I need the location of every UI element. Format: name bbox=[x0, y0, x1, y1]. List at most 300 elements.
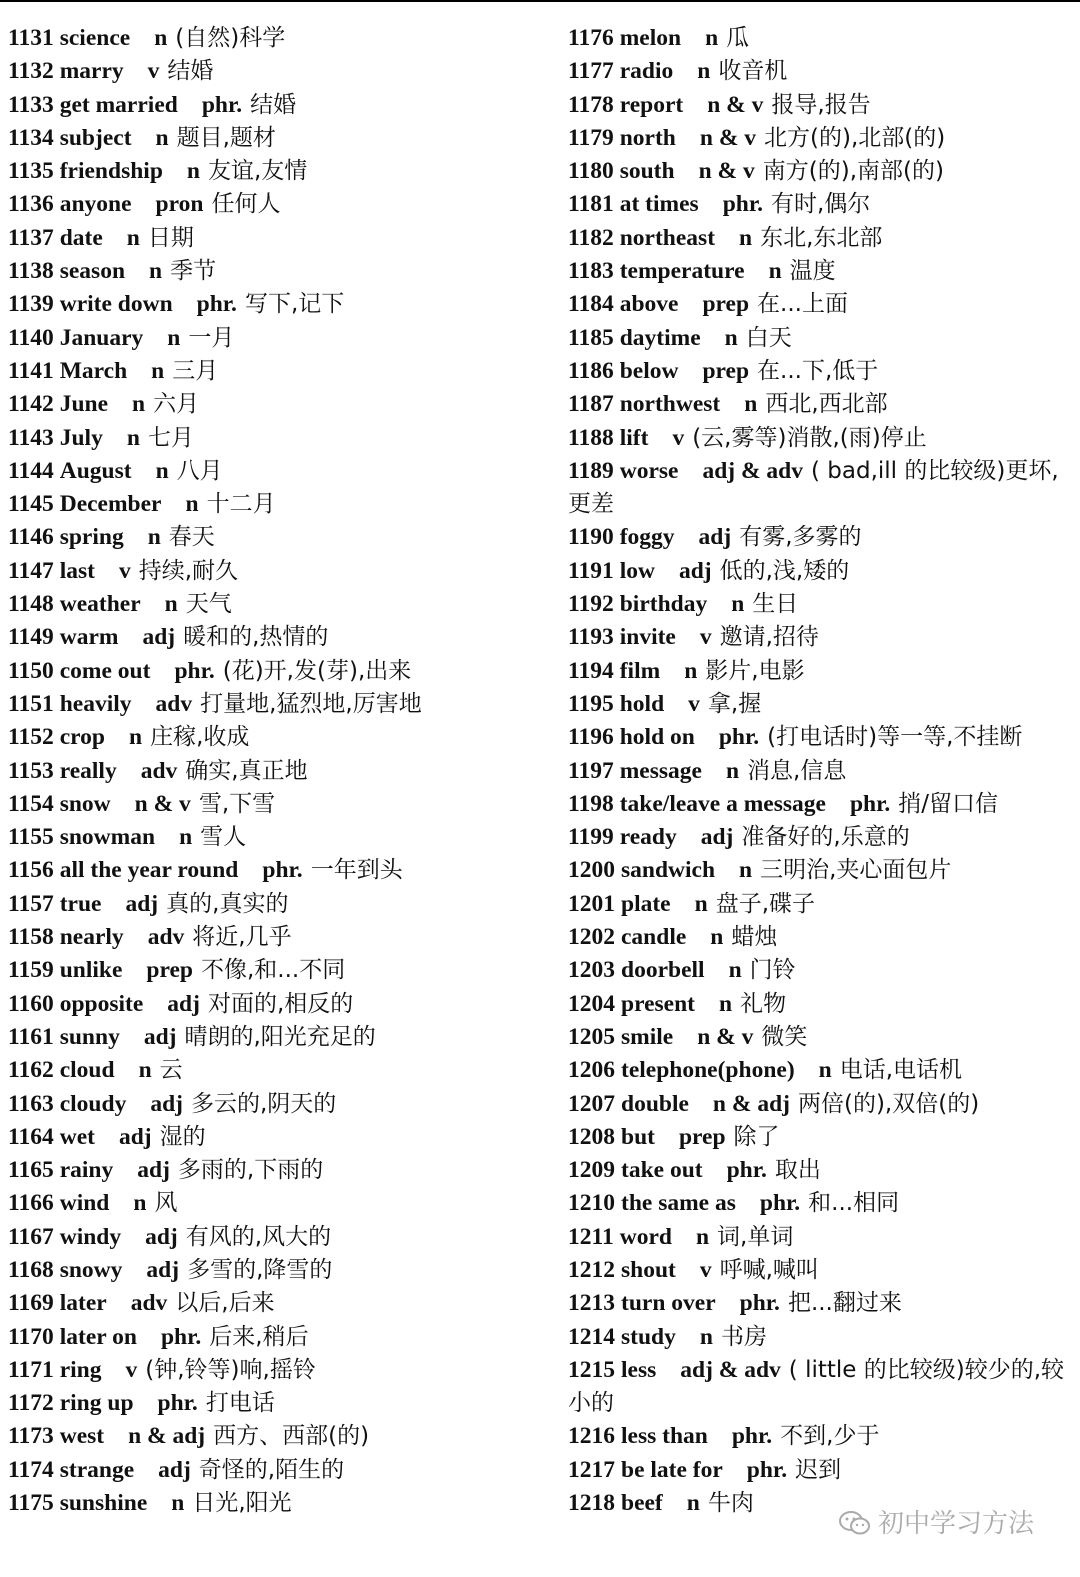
entry-meaning: 收音机 bbox=[718, 58, 788, 85]
entry-part-of-speech: n bbox=[710, 924, 724, 951]
vocab-entry bbox=[568, 988, 1078, 1021]
vocab-entry bbox=[568, 1054, 1078, 1087]
entry-meaning: 牛肉 bbox=[707, 1490, 754, 1517]
entry-number: 1138 bbox=[8, 258, 54, 285]
vocab-entry bbox=[568, 854, 1078, 887]
vocab-entry bbox=[568, 188, 1078, 221]
entry-meaning: 除了 bbox=[733, 1123, 780, 1150]
entry-number: 1166 bbox=[8, 1190, 54, 1217]
entry-word: last bbox=[59, 557, 95, 584]
entry-part-of-speech: adj bbox=[700, 824, 734, 851]
entry-number: 1202 bbox=[568, 924, 615, 951]
entry-meaning: 在...下,低于 bbox=[757, 357, 879, 384]
entry-part-of-speech: adj bbox=[137, 1157, 170, 1184]
entry-part-of-speech: phr. bbox=[157, 1390, 198, 1417]
vocab-entry bbox=[8, 1387, 553, 1420]
entry-part-of-speech: n bbox=[695, 1223, 710, 1250]
entry-word: above bbox=[619, 291, 679, 318]
vocab-entry bbox=[568, 1321, 1078, 1354]
entry-word: crop bbox=[59, 724, 105, 751]
entry-part-of-speech: n bbox=[705, 25, 719, 51]
entry-word: warm bbox=[59, 624, 119, 651]
vocab-entry bbox=[568, 921, 1078, 954]
entry-part-of-speech: phr. bbox=[718, 724, 760, 751]
entry-word: melon bbox=[619, 25, 682, 51]
entry-number: 1167 bbox=[8, 1223, 54, 1250]
entry-word: film bbox=[619, 657, 661, 684]
entry-word: temperature bbox=[619, 258, 745, 285]
entry-meaning: 白天 bbox=[745, 324, 792, 351]
entry-word: foggy bbox=[619, 524, 675, 551]
entry-number: 1142 bbox=[8, 391, 54, 418]
entry-part-of-speech: adj bbox=[158, 1456, 191, 1483]
entry-number: 1148 bbox=[8, 591, 54, 618]
entry-word: report bbox=[619, 91, 684, 118]
entry-word: season bbox=[59, 258, 126, 285]
entry-meaning: 三月 bbox=[172, 357, 219, 384]
entry-number: 1198 bbox=[568, 790, 614, 817]
entry-part-of-speech: prep bbox=[678, 1123, 726, 1150]
vocab-entry bbox=[568, 89, 1078, 122]
entry-part-of-speech: n bbox=[186, 158, 200, 185]
vocab-entry bbox=[8, 555, 553, 588]
vocab-entry bbox=[8, 721, 553, 754]
entry-meaning: 和...相同 bbox=[808, 1190, 900, 1217]
entry-meaning: 多云的,阴天的 bbox=[190, 1090, 337, 1117]
entry-word: telephone(phone) bbox=[621, 1057, 795, 1084]
entry-word: smile bbox=[621, 1023, 674, 1050]
entry-number: 1134 bbox=[8, 124, 54, 151]
vocab-entry bbox=[568, 1121, 1078, 1154]
entry-word: January bbox=[59, 324, 144, 351]
wechat-icon bbox=[838, 1510, 872, 1534]
entry-part-of-speech: n bbox=[724, 324, 738, 351]
entry-number: 1173 bbox=[8, 1423, 54, 1450]
vocab-entry bbox=[8, 355, 553, 388]
entry-part-of-speech: adj bbox=[678, 557, 712, 584]
entry-meaning: 任何人 bbox=[211, 191, 281, 218]
entry-meaning: 打量地,猛烈地,厉害地 bbox=[200, 690, 422, 717]
entry-meaning: 春天 bbox=[168, 524, 215, 551]
entry-number: 1133 bbox=[8, 91, 54, 118]
entry-part-of-speech: n & v bbox=[699, 124, 757, 151]
entry-meaning: 书房 bbox=[720, 1323, 767, 1350]
entry-number: 1149 bbox=[8, 624, 54, 651]
vocab-entry bbox=[568, 588, 1078, 621]
vocab-entry bbox=[8, 155, 553, 188]
entry-meaning: 风 bbox=[154, 1190, 178, 1217]
entry-meaning: 雪,下雪 bbox=[198, 790, 276, 817]
entry-meaning: 准备好的,乐意的 bbox=[741, 824, 910, 851]
entry-number: 1203 bbox=[568, 957, 615, 984]
vocab-entry bbox=[568, 355, 1078, 388]
vocab-entry bbox=[8, 1187, 553, 1220]
entry-word: west bbox=[59, 1423, 105, 1450]
vocab-entry bbox=[8, 1021, 553, 1054]
vocab-entry bbox=[8, 55, 553, 88]
vocab-entry bbox=[8, 388, 553, 421]
entry-number: 1180 bbox=[568, 158, 614, 185]
entry-number: 1214 bbox=[568, 1323, 615, 1350]
entry-part-of-speech: prep bbox=[702, 357, 750, 384]
entry-meaning: 温度 bbox=[789, 258, 836, 285]
vocab-entry bbox=[8, 422, 553, 455]
entry-word: rainy bbox=[59, 1157, 114, 1184]
entry-word: lift bbox=[619, 424, 649, 451]
vocab-entry bbox=[8, 122, 553, 155]
entry-part-of-speech: adv bbox=[140, 757, 178, 784]
entry-part-of-speech: adj & adv bbox=[680, 1356, 781, 1383]
entry-part-of-speech: adj & adv bbox=[702, 457, 803, 484]
entry-part-of-speech: phr. bbox=[262, 857, 303, 884]
entry-number: 1164 bbox=[8, 1123, 54, 1150]
entry-part-of-speech: n bbox=[147, 524, 161, 551]
vocab-entry bbox=[8, 621, 553, 654]
entry-part-of-speech: n bbox=[768, 258, 782, 285]
entry-part-of-speech: pron bbox=[155, 191, 204, 218]
entry-part-of-speech: n bbox=[185, 491, 199, 518]
entry-number: 1209 bbox=[568, 1157, 615, 1184]
vocab-entry bbox=[568, 322, 1078, 355]
entry-word: invite bbox=[619, 624, 676, 651]
entry-meaning: 两倍(的),双倍(的) bbox=[797, 1090, 980, 1117]
vocab-entry bbox=[568, 155, 1078, 188]
entry-number: 1200 bbox=[568, 857, 615, 884]
vocab-entry bbox=[568, 655, 1078, 688]
entry-meaning: 云 bbox=[159, 1057, 183, 1084]
entry-meaning: 北方(的),北部(的) bbox=[764, 124, 946, 151]
vocab-entry bbox=[568, 222, 1078, 255]
entry-meaning: (钟,铃等)响,摇铃 bbox=[145, 1356, 316, 1383]
entry-number: 1153 bbox=[8, 757, 54, 784]
entry-number: 1165 bbox=[8, 1157, 54, 1184]
entry-part-of-speech: n bbox=[149, 258, 163, 285]
entry-word: candle bbox=[621, 924, 687, 951]
entry-number: 1152 bbox=[8, 724, 54, 751]
vocab-entry bbox=[8, 1487, 553, 1520]
entry-meaning: 八月 bbox=[176, 457, 223, 484]
entry-word: March bbox=[59, 357, 128, 384]
entry-meaning: 盘子,碟子 bbox=[715, 890, 815, 917]
entry-meaning: 不到,少于 bbox=[780, 1423, 880, 1450]
entry-part-of-speech: n bbox=[697, 58, 711, 85]
entry-number: 1137 bbox=[8, 224, 54, 251]
entry-meaning: 日期 bbox=[147, 224, 194, 251]
entry-word: northwest bbox=[619, 391, 721, 418]
entry-number: 1150 bbox=[8, 657, 54, 684]
entry-meaning: 西方、西部(的) bbox=[213, 1423, 370, 1450]
entry-meaning: 天气 bbox=[185, 591, 232, 618]
vocab-entry bbox=[568, 55, 1078, 88]
entry-number: 1155 bbox=[8, 824, 54, 851]
entry-word: friendship bbox=[59, 158, 163, 185]
entry-part-of-speech: n bbox=[725, 757, 740, 784]
entry-number: 1170 bbox=[8, 1323, 54, 1350]
entry-number: 1132 bbox=[8, 58, 54, 85]
entry-word: daytime bbox=[619, 324, 701, 351]
entry-part-of-speech: n bbox=[818, 1057, 832, 1084]
entry-number: 1140 bbox=[8, 324, 54, 351]
vocab-entry bbox=[8, 1154, 553, 1187]
vocab-entry bbox=[568, 1354, 1078, 1421]
entry-number: 1216 bbox=[568, 1423, 615, 1450]
entry-part-of-speech: phr. bbox=[196, 291, 237, 318]
vocab-column-right bbox=[568, 22, 1078, 1520]
entry-part-of-speech: phr. bbox=[739, 1290, 780, 1317]
entry-number: 1168 bbox=[8, 1256, 54, 1283]
entry-part-of-speech: n bbox=[138, 1057, 152, 1084]
entry-meaning: 将近,几乎 bbox=[192, 924, 292, 951]
entry-meaning: 把...翻过来 bbox=[787, 1290, 902, 1317]
entry-part-of-speech: phr. bbox=[160, 1323, 202, 1350]
entry-number: 1162 bbox=[8, 1057, 54, 1084]
vocab-entry bbox=[8, 888, 553, 921]
entry-word: less than bbox=[621, 1423, 708, 1450]
entry-number: 1169 bbox=[8, 1290, 54, 1317]
entry-word: study bbox=[621, 1323, 676, 1350]
entry-word: July bbox=[59, 424, 103, 451]
entry-number: 1161 bbox=[8, 1023, 54, 1050]
entry-part-of-speech: adj bbox=[167, 990, 200, 1017]
vocab-entry bbox=[8, 288, 553, 321]
entry-part-of-speech: phr. bbox=[726, 1157, 767, 1184]
entry-word: sunny bbox=[59, 1023, 120, 1050]
entry-number: 1154 bbox=[8, 790, 54, 817]
entry-word: write down bbox=[59, 291, 173, 318]
entry-part-of-speech: n bbox=[684, 657, 698, 684]
vocab-entry bbox=[568, 521, 1078, 554]
vocab-entry bbox=[568, 1088, 1078, 1121]
entry-word: message bbox=[619, 757, 702, 784]
vocab-entry bbox=[568, 422, 1078, 455]
entry-number: 1182 bbox=[568, 224, 614, 251]
vocab-entry bbox=[8, 1321, 553, 1354]
entry-word: all the year round bbox=[59, 857, 239, 884]
entry-meaning: 微笑 bbox=[761, 1023, 808, 1050]
entry-word: present bbox=[621, 990, 695, 1017]
entry-number: 1190 bbox=[568, 524, 614, 551]
entry-part-of-speech: v bbox=[699, 624, 712, 651]
entry-meaning: 持续,耐久 bbox=[138, 557, 239, 584]
entry-meaning: 暖和的,热情的 bbox=[183, 624, 329, 651]
entry-part-of-speech: n bbox=[155, 124, 169, 151]
entry-part-of-speech: adj bbox=[145, 1223, 178, 1250]
entry-number: 1146 bbox=[8, 524, 54, 551]
entry-part-of-speech: n bbox=[154, 25, 168, 51]
entry-number: 1204 bbox=[568, 990, 615, 1017]
entry-part-of-speech: adj bbox=[146, 1256, 180, 1283]
vocab-entry bbox=[8, 1287, 553, 1320]
vocab-entry bbox=[568, 288, 1078, 321]
entry-part-of-speech: n bbox=[126, 224, 140, 251]
vocab-entry bbox=[568, 1454, 1078, 1487]
entry-part-of-speech: n bbox=[718, 990, 733, 1017]
entry-meaning: 确实,真正地 bbox=[185, 757, 308, 784]
entry-meaning: 捎/留口信 bbox=[898, 790, 998, 817]
entry-part-of-speech: phr. bbox=[759, 1190, 801, 1217]
vocab-entry bbox=[8, 655, 553, 688]
entry-number: 1197 bbox=[568, 757, 614, 784]
entry-word: unlike bbox=[59, 957, 123, 984]
entry-word: less bbox=[621, 1356, 657, 1383]
entry-number: 1199 bbox=[568, 824, 614, 851]
entry-word: anyone bbox=[59, 191, 132, 218]
entry-meaning: 日光,阳光 bbox=[192, 1490, 292, 1517]
entry-word: opposite bbox=[59, 990, 144, 1017]
entry-meaning: 西北,西北部 bbox=[765, 391, 888, 418]
entry-word: cloud bbox=[59, 1057, 115, 1084]
entry-part-of-speech: n bbox=[128, 724, 143, 751]
entry-meaning: ( little 的比较级)较少的,较小的 bbox=[568, 1356, 1065, 1417]
entry-meaning: 拿,握 bbox=[707, 690, 762, 717]
entry-word: wind bbox=[59, 1190, 110, 1217]
entry-part-of-speech: adv bbox=[130, 1290, 168, 1317]
entry-meaning: 一年到头 bbox=[310, 857, 403, 884]
entry-word: snowman bbox=[59, 824, 156, 851]
entry-meaning: ( bad,ill 的比较级)更坏,更差 bbox=[568, 457, 1059, 518]
vocab-entry bbox=[568, 688, 1078, 721]
entry-number: 1186 bbox=[568, 357, 614, 384]
entry-part-of-speech: adj bbox=[698, 524, 732, 551]
entry-part-of-speech: phr. bbox=[722, 191, 763, 218]
entry-part-of-speech: n bbox=[132, 391, 146, 418]
entry-word: date bbox=[59, 224, 103, 251]
entry-number: 1177 bbox=[568, 58, 614, 85]
entry-part-of-speech: n & v bbox=[134, 790, 191, 817]
entry-meaning: 湿的 bbox=[159, 1123, 206, 1150]
vocab-entry bbox=[8, 1054, 553, 1087]
vocab-entry bbox=[8, 1088, 553, 1121]
entry-part-of-speech: v bbox=[118, 557, 131, 584]
vocab-entry bbox=[8, 188, 553, 221]
entry-number: 1171 bbox=[8, 1356, 54, 1383]
entry-meaning: (打电话时)等一等,不挂断 bbox=[767, 724, 1023, 751]
entry-part-of-speech: n bbox=[167, 324, 181, 351]
vocab-entry bbox=[568, 1221, 1078, 1254]
entry-number: 1207 bbox=[568, 1090, 615, 1117]
entry-number: 1183 bbox=[568, 258, 614, 285]
entry-number: 1131 bbox=[8, 25, 54, 51]
entry-part-of-speech: v bbox=[688, 690, 700, 717]
vocab-entry bbox=[568, 122, 1078, 155]
entry-meaning: 门铃 bbox=[749, 957, 796, 984]
entry-number: 1159 bbox=[8, 957, 54, 984]
entry-meaning: 晴朗的,阳光充足的 bbox=[184, 1023, 376, 1050]
entry-number: 1193 bbox=[568, 624, 614, 651]
entry-part-of-speech: adv bbox=[155, 690, 193, 717]
entry-word: beef bbox=[621, 1490, 663, 1517]
entry-part-of-speech: n bbox=[126, 424, 140, 451]
entry-word: spring bbox=[59, 524, 124, 551]
vocab-entry bbox=[8, 854, 553, 887]
entry-part-of-speech: n bbox=[739, 224, 753, 251]
entry-word: but bbox=[621, 1123, 655, 1150]
vocab-entry bbox=[8, 455, 553, 488]
entry-meaning: 庄稼,收成 bbox=[150, 724, 250, 751]
entry-meaning: (自然)科学 bbox=[175, 25, 286, 51]
entry-meaning: 多雨的,下雨的 bbox=[177, 1157, 324, 1184]
entry-part-of-speech: v bbox=[125, 1356, 138, 1383]
vocab-entry bbox=[8, 788, 553, 821]
entry-meaning: 多雪的,降雪的 bbox=[187, 1256, 333, 1283]
entry-meaning: 电话,电话机 bbox=[839, 1057, 963, 1084]
entry-meaning: 写下,记下 bbox=[244, 291, 345, 318]
entry-word: north bbox=[619, 124, 676, 151]
entry-number: 1191 bbox=[568, 557, 614, 584]
entry-part-of-speech: n & adj bbox=[712, 1090, 790, 1117]
vocab-entry bbox=[8, 322, 553, 355]
vocab-entry bbox=[8, 588, 553, 621]
vocab-entry bbox=[568, 1154, 1078, 1187]
entry-number: 1206 bbox=[568, 1057, 615, 1084]
entry-meaning: 南方(的),南部(的) bbox=[762, 158, 944, 185]
entry-number: 1196 bbox=[568, 724, 614, 751]
entry-number: 1145 bbox=[8, 491, 54, 518]
entry-meaning: 三明治,夹心面包片 bbox=[760, 857, 952, 884]
entry-word: get married bbox=[59, 91, 178, 118]
vocab-entry bbox=[8, 821, 553, 854]
entry-meaning: 打电话 bbox=[205, 1390, 275, 1417]
entry-number: 1135 bbox=[8, 158, 54, 185]
entry-word: sunshine bbox=[59, 1490, 148, 1517]
entry-part-of-speech: v bbox=[699, 1256, 712, 1283]
entry-word: December bbox=[59, 491, 162, 518]
entry-meaning: 消息,信息 bbox=[747, 757, 847, 784]
entry-word: below bbox=[619, 357, 679, 384]
entry-part-of-speech: n bbox=[133, 1190, 147, 1217]
entry-meaning: 后来,稍后 bbox=[209, 1323, 309, 1350]
entry-meaning: 生日 bbox=[752, 591, 799, 618]
entry-meaning: 迟到 bbox=[795, 1456, 842, 1483]
vocab-entry bbox=[568, 821, 1078, 854]
entry-number: 1181 bbox=[568, 191, 614, 218]
entry-word: worse bbox=[619, 457, 679, 484]
vocab-entry bbox=[568, 555, 1078, 588]
entry-part-of-speech: n & adj bbox=[128, 1423, 206, 1450]
entry-number: 1187 bbox=[568, 391, 614, 418]
entry-word: marry bbox=[59, 58, 124, 85]
entry-number: 1156 bbox=[8, 857, 54, 884]
entry-number: 1151 bbox=[8, 690, 54, 717]
entry-meaning: 六月 bbox=[153, 391, 200, 418]
vocab-entry bbox=[8, 688, 553, 721]
vocab-entry bbox=[568, 1287, 1078, 1320]
entry-meaning: 题目,题材 bbox=[176, 124, 276, 151]
entry-part-of-speech: n bbox=[728, 957, 742, 984]
entry-meaning: (云,雾等)消散,(雨)停止 bbox=[692, 424, 927, 451]
entry-word: heavily bbox=[59, 690, 132, 717]
vocab-entry bbox=[568, 755, 1078, 788]
entry-word: really bbox=[59, 757, 117, 784]
entry-word: weather bbox=[59, 591, 141, 618]
entry-meaning: 词,单词 bbox=[717, 1223, 794, 1250]
entry-word: science bbox=[59, 25, 131, 51]
entry-word: subject bbox=[59, 124, 132, 151]
entry-word: ring bbox=[59, 1356, 102, 1383]
entry-part-of-speech: n bbox=[155, 457, 169, 484]
entry-meaning: 低的,浅,矮的 bbox=[719, 557, 850, 584]
entry-part-of-speech: adv bbox=[147, 924, 185, 951]
entry-number: 1147 bbox=[8, 557, 54, 584]
entry-number: 1179 bbox=[568, 124, 614, 151]
entry-word: northeast bbox=[619, 224, 716, 251]
vocab-entry bbox=[8, 1454, 553, 1487]
entry-meaning: 七月 bbox=[147, 424, 194, 451]
entry-word: true bbox=[59, 890, 102, 917]
entry-word: August bbox=[59, 457, 132, 484]
entry-word: windy bbox=[59, 1223, 122, 1250]
vocab-entry bbox=[568, 788, 1078, 821]
